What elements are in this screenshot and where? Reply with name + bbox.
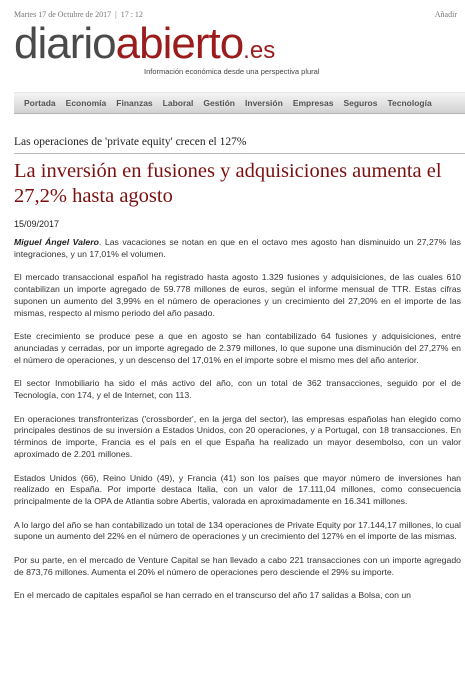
article-lead [14,237,461,260]
logo-tld: .es [243,37,276,64]
time-text: 17 : 12 [120,10,143,19]
add-link[interactable]: Añadir [434,10,457,19]
lead-text: . Las vacaciones se notan en que en el octavo mes agosto han disminuido un 27,27% las integraciones, y un 17,01% el volumen. [14,237,461,259]
site-tagline: Información económica desde una perspectiva plural [144,67,320,76]
article-paragraph: Este crecimiento se produce pese a que en agosto se han contabilizado 64 fusiones y adquisiciones, entre anunciadas y cerradas, por un importe agregado de 2.379 millones, lo que supone una disminución del 27,27% en el número de operaciones, y un descenso del 17,01% en el importe sobre el mismo mes del año anterior. [14,331,461,365]
nav-item-economia[interactable]: Economía [65,98,107,108]
article-headline: La inversión en fusiones y adquisiciones aumenta el 27,2% hasta agosto [14,160,442,207]
date-separator: | [115,10,117,19]
nav-item-finanzas[interactable]: Finanzas [116,98,153,108]
nav-item-tecnologia[interactable]: Tecnología [387,98,432,108]
site-logo[interactable] [14,19,276,72]
nav-item-gestion[interactable]: Gestión [203,98,236,108]
article-subtitle: Las operaciones de 'private equity' crecen el 127% [14,136,247,148]
author-name[interactable]: Miguel Ángel Valero [14,237,99,247]
current-date [14,10,143,19]
logo-part-diario: diario [14,19,116,68]
publication-date: 15/09/2017 [14,219,60,229]
article-body [14,237,461,614]
nav-item-portada[interactable]: Portada [24,98,56,108]
nav-item-empresas[interactable]: Empresas [292,98,334,108]
date-text: Martes 17 de Octubre de 2017 [14,10,112,19]
main-nav [14,92,465,114]
article-paragraph: Por su parte, en el mercado de Venture Capital se han llevado a cabo 221 transacciones con un importe agregado de 873,76 millones. Aumenta el 20% el número de operaciones pero desciende el 29% su importe. [14,555,461,577]
article-paragraph: A lo largo del año se han contabilizado un total de 134 operaciones de Private Equity por 17.144,17 millones, lo cual supone un aumento del 22% en el número de operaciones y un crecimiento del 127% en el importe de las mismas. [14,519,461,542]
article-paragraph: En operaciones transfronterizas ('crossborder', en la jerga del sector), las empresas españolas han elegido como principales destinos de su inversión a Estados Unidos, con 20 operaciones, y a Portugal, con 18 transacciones. En términos de importe, Francia es el país en el que España ha realizado un mayor desembolso, con un valor aproximado de 2.201 millones. [14,413,461,459]
article-paragraph: El sector Inmobiliario ha sido el más activo del año, con un total de 362 transacciones, seguido por el de Tecnología, con 174, y el de Internet, con 113. [14,378,461,401]
nav-item-laboral[interactable]: Laboral [162,98,194,108]
article-paragraph: Estados Unidos (66), Reino Unido (49), y Francia (41) son los países que mayor número de inversiones han realizado en España. Por importe destaca Italia, con un valor de 17.111,04 millones, como consecuencia principalmente de la OPA de Atlantia sobre Abertis, valorada en aproximadamente en 16.341 millones. [14,472,461,506]
article-paragraph: El mercado transaccional español ha registrado hasta agosto 1.329 fusiones y adquisiciones, de las cuales 610 contabilizan un importe agregado de 59.778 millones de euros, según el informe mensual de TTR. Estas cifras suponen un aumento del 3,99% en el número de operaciones y un crecimiento del 27,20% en el importe de las mismas, respecto al mismo periodo del año pasado. [14,272,461,318]
logo-part-abierto: abierto [115,19,244,68]
nav-item-inversion[interactable]: Inversión [245,98,283,108]
article-paragraph: En el mercado de capitales español se han cerrado en el transcurso del año 17 salidas a Bolsa, con un [14,590,411,601]
nav-item-seguros[interactable]: Seguros [343,98,378,108]
divider [14,153,465,154]
